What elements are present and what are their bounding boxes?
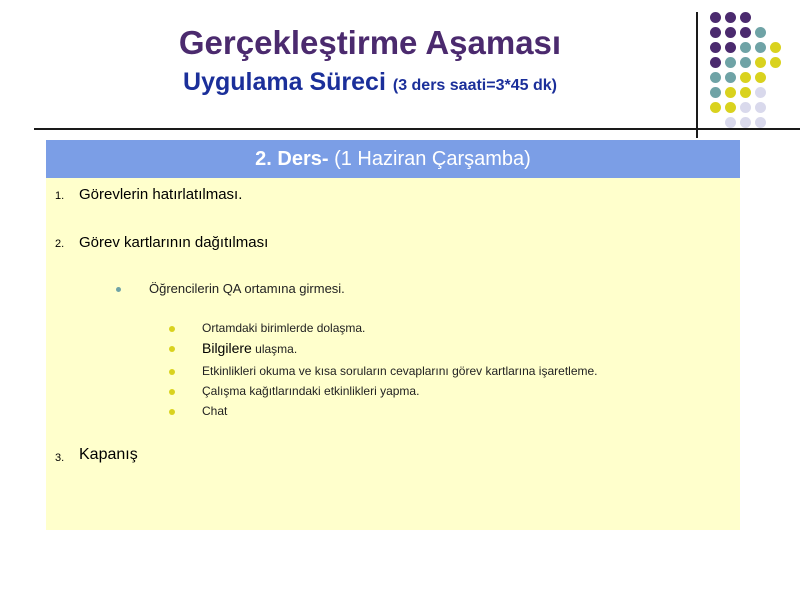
bullet-icon	[169, 369, 175, 375]
decor-dot	[770, 42, 781, 53]
horizontal-rule	[34, 128, 800, 130]
decor-dot	[710, 12, 721, 23]
list-subsubitem: Ortamdaki birimlerde dolaşma.	[202, 321, 366, 335]
list-number: 1.	[55, 190, 65, 202]
decor-dot	[725, 12, 736, 23]
subtitle-detail: (3 ders saati=3*45 dk)	[392, 77, 557, 94]
list-subsubitem: Çalışma kağıtlarındaki etkinlikleri yapma.	[202, 384, 420, 398]
decor-dot	[755, 57, 766, 68]
decor-dot	[755, 117, 766, 128]
decor-dot	[710, 72, 721, 83]
subsubitem-small-text: ulaşma.	[251, 342, 298, 356]
list-subsubitem	[202, 340, 297, 358]
list-number: 3.	[55, 452, 65, 464]
decor-dot	[725, 27, 736, 38]
list-item: Görevlerin hatırlatılması.	[79, 186, 243, 203]
lesson-table	[46, 140, 740, 530]
decor-dot	[710, 87, 721, 98]
decor-dot	[725, 72, 736, 83]
table-header	[46, 140, 740, 178]
vertical-rule	[696, 12, 698, 138]
decor-dot	[725, 42, 736, 53]
decor-dot	[755, 42, 766, 53]
list-subsubitem: Chat	[202, 404, 228, 418]
header-lesson-number: 2. Ders-	[255, 148, 329, 170]
bullet-icon	[116, 287, 121, 292]
header-date: (1 Haziran Çarşamba)	[334, 148, 531, 170]
decor-dot	[740, 12, 751, 23]
dot-grid-decoration	[710, 12, 790, 130]
decor-dot	[755, 72, 766, 83]
slide-title: Gerçekleştirme Aşaması	[178, 24, 562, 61]
decor-dot	[755, 87, 766, 98]
list-item: Görev kartlarının dağıtılması	[79, 234, 269, 251]
decor-dot	[710, 102, 721, 113]
bullet-icon	[169, 389, 175, 395]
list-subitem: Öğrencilerin QA ortamına girmesi.	[149, 281, 345, 296]
decor-dot	[740, 57, 751, 68]
decor-dot	[755, 27, 766, 38]
bullet-icon	[169, 326, 175, 332]
list-subsubitem: Etkinlikleri okuma ve kısa soruların cevaplarını görev kartlarına işaretleme.	[202, 364, 598, 378]
decor-dot	[740, 42, 751, 53]
decor-dot	[740, 72, 751, 83]
subsubitem-big-text: Bilgilere	[202, 340, 252, 356]
subtitle-main: Uygulama Süreci	[183, 68, 386, 96]
decor-dot	[725, 87, 736, 98]
decor-dot	[740, 87, 751, 98]
decor-dot	[710, 57, 721, 68]
decor-dot	[755, 102, 766, 113]
decor-dot	[725, 57, 736, 68]
list-item: Kapanış	[79, 446, 138, 463]
decor-dot	[710, 27, 721, 38]
list-number: 2.	[55, 238, 65, 250]
decor-dot	[725, 117, 736, 128]
decor-dot	[740, 27, 751, 38]
decor-dot	[710, 42, 721, 53]
decor-dot	[725, 102, 736, 113]
slide-subtitle	[0, 68, 740, 97]
decor-dot	[740, 117, 751, 128]
bullet-icon	[169, 409, 175, 415]
bullet-icon	[169, 346, 175, 352]
decor-dot	[770, 57, 781, 68]
decor-dot	[740, 102, 751, 113]
